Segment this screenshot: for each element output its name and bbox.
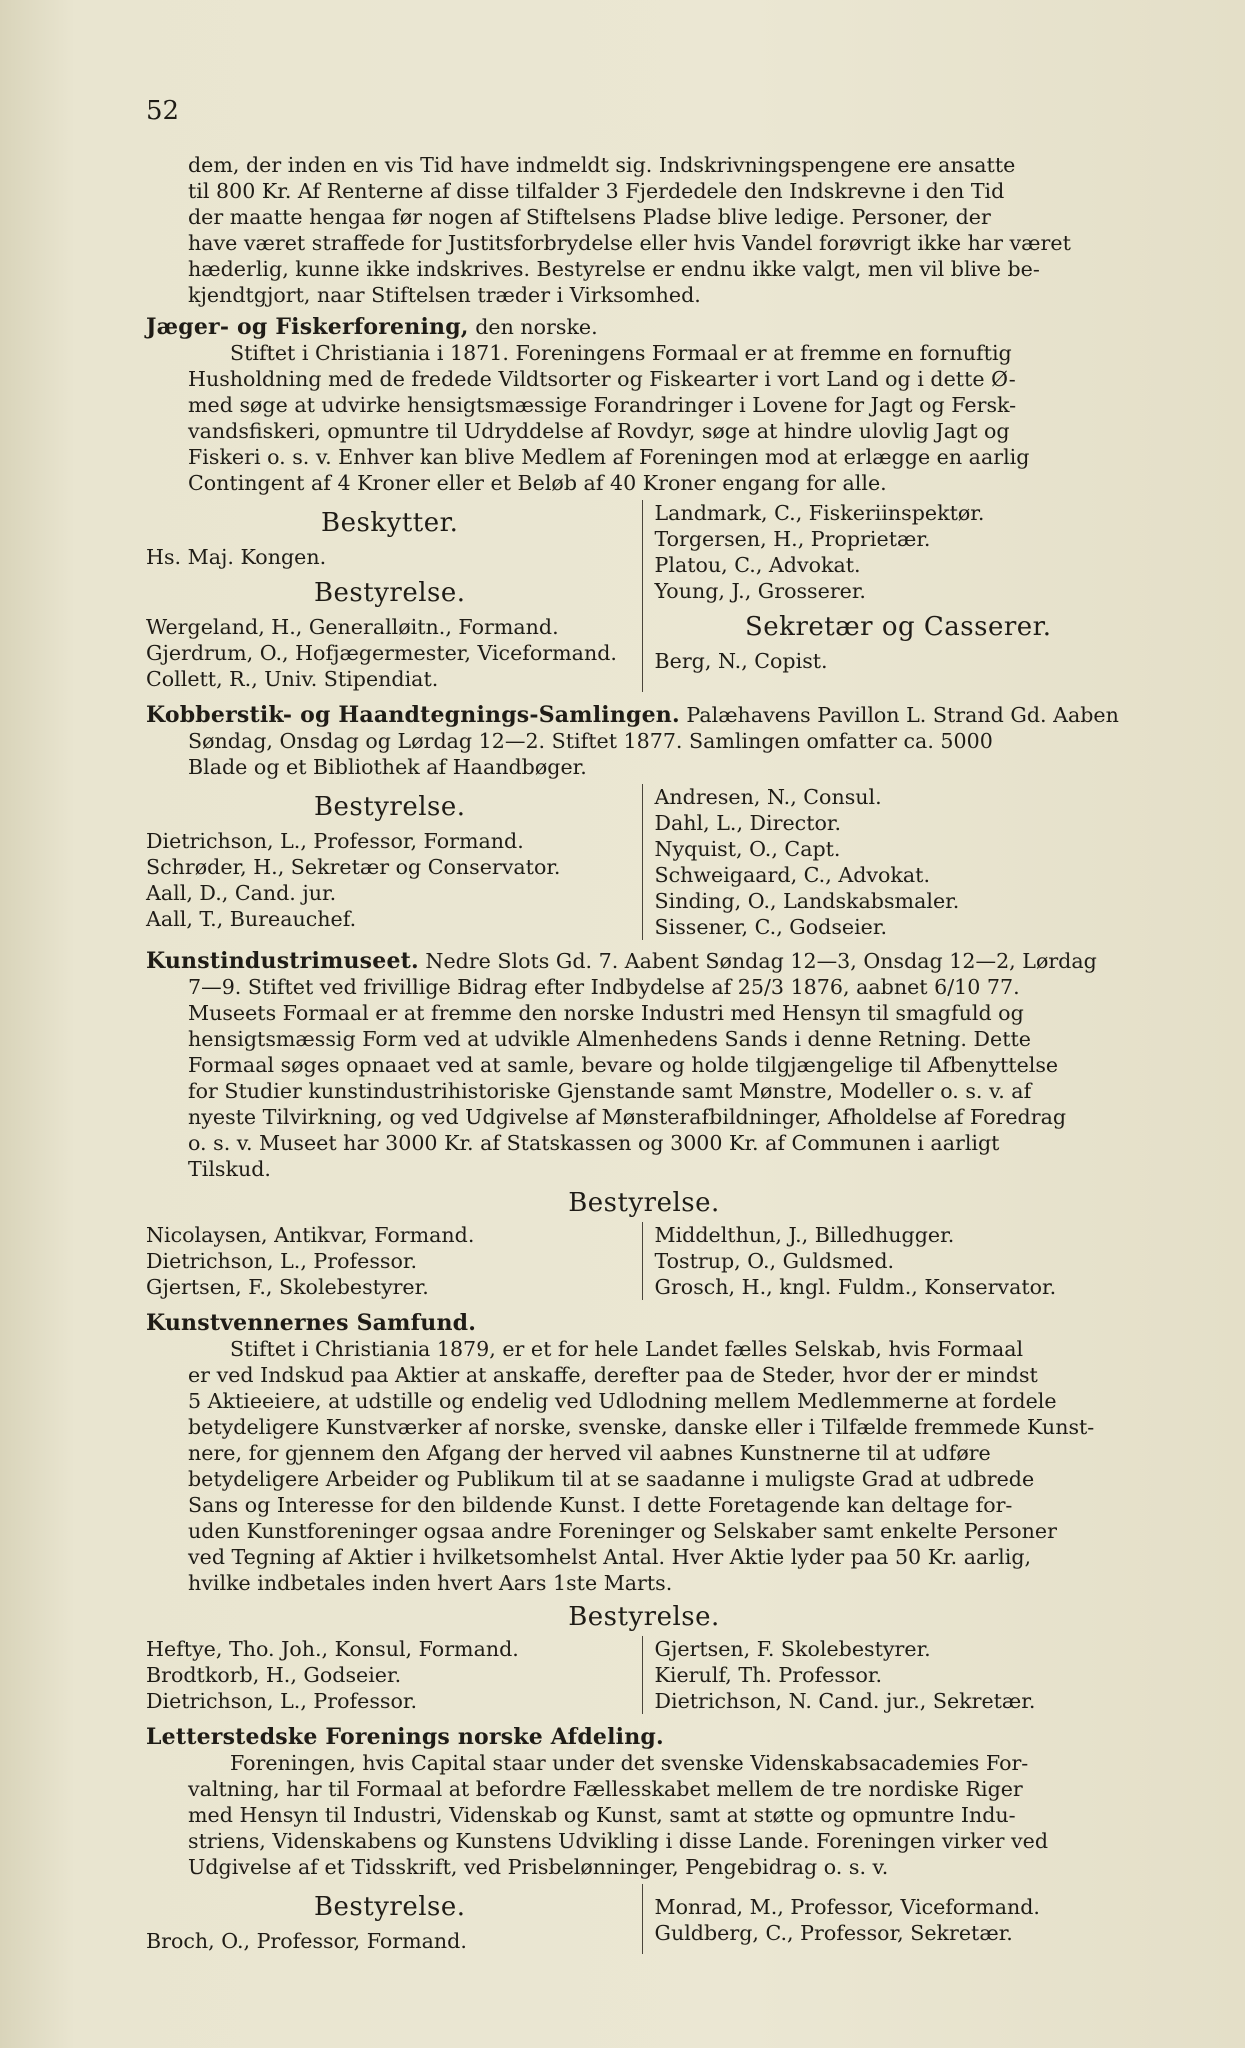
section-title: Bestyrelse.	[313, 792, 466, 822]
board-right-column	[642, 784, 1143, 940]
board-member: Gjertsen, F., Skolebestyrer.	[146, 1275, 429, 1299]
text-line: dem, der inden en vis Tid have indmeldt sig. Indskrivningspengene ere ansatte	[188, 153, 1016, 177]
text-line: med Hensyn til Industri, Videnskab og Kunst, samt at støtte og opmuntre Indu-	[188, 1803, 1016, 1827]
board-member: Monrad, M., Professor, Viceformand.	[654, 1895, 1040, 1919]
entry-heading	[146, 314, 1142, 340]
intro-paragraph	[146, 152, 1142, 308]
entry-heading	[146, 1724, 1142, 1750]
board-member: Schrøder, H., Sekretær og Conservator.	[146, 855, 561, 879]
page-number: 52	[146, 96, 180, 126]
entry-heading	[146, 948, 1142, 974]
section-title: Bestyrelse.	[568, 1188, 720, 1218]
board-member: Wergeland, H., Generalløitn., Formand.	[146, 615, 559, 639]
text-line: Tilskud.	[188, 1157, 271, 1181]
board-right-column	[642, 500, 1143, 692]
text-line: nyeste Tilvirkning, og ved Udgivelse af Mønsterafbildninger, Afholdelse af Foredrag	[188, 1105, 1067, 1129]
entry-body	[146, 728, 1142, 780]
text-line: Fiskeri o. s. v. Enhver kan blive Medlem af Foreningen mod at erlægge en aarlig	[188, 445, 1030, 469]
text-line: hensigtsmæssig Form ved at udvikle Almenhedens Sands i denne Retning. Dette	[188, 1027, 1031, 1051]
board-member: Kierulf, Th. Professor.	[654, 1663, 882, 1687]
board-member: Aall, T., Bureauchef.	[146, 907, 357, 931]
entry-title-rest: Nedre Slots Gd. 7. Aabent Søndag 12—3, Onsdag 12—2, Lørdag	[418, 949, 1097, 973]
board-member: Platou, C., Advokat.	[654, 553, 861, 577]
text-line: Museets Formaal er at fremme den norske Industri med Hensyn til smagfuld og	[188, 1001, 1024, 1025]
entry-kobberstik	[146, 702, 1142, 940]
text-line: Blade og et Bibliothek af Haandbøger.	[188, 755, 587, 779]
board-left-column	[146, 1222, 642, 1300]
board-member: Schweigaard, C., Advokat.	[654, 863, 930, 887]
text-line: hæderlig, kunne ikke indskrives. Bestyrelse er endnu ikke valgt, men vil blive be-	[188, 257, 1040, 281]
board-member: Aall, D., Cand. jur.	[146, 881, 337, 905]
protector-name: Hs. Maj. Kongen.	[146, 545, 327, 569]
section-title: Bestyrelse.	[313, 578, 466, 608]
board-member: Sinding, O., Landskabsmaler.	[654, 889, 960, 913]
board-member: Dietrichson, L., Professor.	[146, 1249, 417, 1273]
text-line: 5 Aktieeiere, at udstille og endelig ved Udlodning mellem Medlemmerne at fordele	[188, 1389, 1057, 1413]
board-member: Middelthun, J., Billedhugger.	[654, 1223, 955, 1247]
entry-letterstedske-forening	[146, 1724, 1142, 1954]
entry-jaeger	[146, 314, 1142, 692]
entry-title: Kunstvennernes Samfund.	[146, 1310, 477, 1336]
board-right-column	[642, 1884, 1143, 1954]
board-left-column	[146, 784, 642, 940]
text-line: o. s. v. Museet har 3000 Kr. af Statskassen og 3000 Kr. af Communen i aarligt	[188, 1131, 1000, 1155]
board-left-column	[146, 500, 642, 692]
text-line: 7—9. Stiftet ved frivillige Bidrag efter Indbydelse af 25/3 1876, aabnet 6/10 77.	[188, 975, 1020, 999]
section-title: Beskytter.	[321, 508, 459, 538]
text-line: er ved Indskud paa Aktier at anskaffe, derefter paa de Steder, hvor der er mindst	[188, 1363, 1038, 1387]
board-member: Andresen, N., Consul.	[654, 785, 882, 809]
board-columns	[146, 500, 1142, 692]
board-member: Gjertsen, F. Skolebestyrer.	[654, 1637, 931, 1661]
board-member: Tostrup, O., Guldsmed.	[654, 1249, 895, 1273]
board-member: Gjerdrum, O., Hofjægermester, Viceformand.	[146, 641, 617, 665]
text-line: striens, Videnskabens og Kunstens Udvikling i disse Lande. Foreningen virker ved	[188, 1829, 1049, 1853]
entry-kunstindustrimuseet	[146, 948, 1142, 1300]
section-title: Bestyrelse.	[313, 1892, 466, 1922]
text-line: valtning, har til Formaal at befordre Fællesskabet mellem de tre nordiske Riger	[188, 1777, 1023, 1801]
text-line: betydeligere Kunstværker af norske, svenske, danske eller i Tilfælde fremmede Kunst-	[188, 1415, 1095, 1439]
board-member: Brodtkorb, H., Godseier.	[146, 1663, 402, 1687]
entry-heading	[146, 702, 1142, 728]
board-member: Guldberg, C., Professor, Sekretær.	[654, 1921, 1013, 1945]
board-columns	[146, 784, 1142, 940]
text-line: Husholdning med de fredede Vildtsorter og Fiskearter i vort Land og i dette Ø-	[188, 367, 1016, 391]
board-member: Nyquist, O., Capt.	[654, 837, 841, 861]
text-line: betydeligere Arbeider og Publikum til at se saadanne i muligste Grad at udbrede	[188, 1467, 1035, 1491]
text-line: Udgivelse af et Tidsskrift, ved Prisbelønninger, Pengebidrag o. s. v.	[188, 1855, 889, 1879]
text-line: Stiftet i Christiania 1879, er et for hele Landet fælles Selskab, hvis Formaal	[230, 1337, 1024, 1361]
entry-body	[146, 1336, 1142, 1596]
entry-body	[146, 340, 1142, 496]
text-line: kjendtgjort, naar Stiftelsen træder i Virksomhed.	[188, 283, 701, 307]
board-right-column	[642, 1222, 1143, 1300]
board-member: Torgersen, H., Proprietær.	[654, 527, 931, 551]
board-member: Dietrichson, L., Professor, Formand.	[146, 829, 524, 853]
entry-title-rest: den norske.	[468, 315, 598, 339]
text-line: vandsfiskeri, opmuntre til Udryddelse af Rovdyr, søge at hindre ulovlig Jagt og	[188, 419, 1010, 443]
text-line: Stiftet i Christiania i 1871. Foreningens Formaal er at fremme en fornuftig	[230, 341, 1012, 365]
text-line: Foreningen, hvis Capital staar under det svenske Videnskabsacademies For-	[230, 1751, 1029, 1775]
board-member: Broch, O., Professor, Formand.	[146, 1929, 467, 1953]
entry-heading	[146, 1310, 1142, 1336]
text-line: nere, for gjennem den Afgang der herved vil aabnes Kunstnerne til at udføre	[188, 1441, 991, 1465]
board-member: Landmark, C., Fiskeriinspektør.	[654, 501, 985, 525]
entry-title: Kunstindustrimuseet.	[146, 948, 419, 974]
board-member: Collett, R., Univ. Stipendiat.	[146, 667, 439, 691]
text-line: med søge at udvirke hensigtsmæssige Forandringer i Lovene for Jagt og Fersk-	[188, 393, 1017, 417]
board-member: Sissener, C., Godseier.	[654, 915, 887, 939]
board-columns	[146, 1636, 1142, 1714]
entry-title: Letterstedske Forenings norske Afdeling.	[146, 1724, 664, 1750]
text-line: ved Tegning af Aktier i hvilketsomhelst Antal. Hver Aktie lyder paa 50 Kr. aarlig,	[188, 1545, 1032, 1569]
board-member: Young, J., Grosserer.	[654, 579, 866, 603]
text-line: have været straffede for Justitsforbrydelse eller hvis Vandel forøvrigt ikke har været	[188, 231, 1071, 255]
board-left-column	[146, 1636, 642, 1714]
board-member: Heftye, Tho. Joh., Konsul, Formand.	[146, 1637, 519, 1661]
entry-kunstvennernes-samfund	[146, 1310, 1142, 1714]
page-content	[146, 152, 1142, 1954]
board-left-column	[146, 1884, 642, 1954]
text-line: Søndag, Onsdag og Lørdag 12—2. Stiftet 1877. Samlingen omfatter ca. 5000	[188, 729, 993, 753]
board-columns	[146, 1884, 1142, 1954]
board-member: Dahl, L., Director.	[654, 811, 842, 835]
text-line: Sans og Interesse for den bildende Kunst. I dette Foretagende kan deltage for-	[188, 1493, 1013, 1517]
text-line: Contingent af 4 Kroner eller et Beløb af 40 Kroner engang for alle.	[188, 471, 887, 495]
board-member: Dietrichson, L., Professor.	[146, 1689, 417, 1713]
text-line: Formaal søges opnaaet ved at samle, bevare og holde tilgjængelige til Afbenyttelse	[188, 1053, 1059, 1077]
entry-title-rest: Palæhavens Pavillon L. Strand Gd. Aaben	[679, 703, 1119, 727]
entry-title: Jæger- og Fiskerforening,	[146, 314, 469, 340]
board-member: Nicolaysen, Antikvar, Formand.	[146, 1223, 475, 1247]
entry-body	[146, 1750, 1142, 1880]
text-line: til 800 Kr. Af Renterne af disse tilfalder 3 Fjerdedele den Indskrevne i den Tid	[188, 179, 1005, 203]
board-member: Grosch, H., kngl. Fuldm., Konservator.	[654, 1275, 1057, 1299]
text-line: uden Kunstforeninger ogsaa andre Foreninger og Selskaber samt enkelte Personer	[188, 1519, 1057, 1543]
text-line: for Studier kunstindustrihistoriske Gjenstande samt Mønstre, Modeller o. s. v. af	[188, 1079, 1032, 1103]
text-line: der maatte hengaa før nogen af Stiftelsens Pladse blive ledige. Personer, der	[188, 205, 991, 229]
section-title: Sekretær og Casserer.	[744, 612, 1052, 642]
entry-body	[146, 974, 1142, 1182]
section-title: Bestyrelse.	[568, 1602, 720, 1632]
board-member: Berg, N., Copist.	[654, 649, 828, 673]
entry-title: Kobberstik- og Haandtegnings-Samlingen.	[146, 702, 680, 728]
text-line: hvilke indbetales inden hvert Aars 1ste Marts.	[188, 1571, 673, 1595]
board-right-column	[642, 1636, 1143, 1714]
board-columns	[146, 1222, 1142, 1300]
board-member: Dietrichson, N. Cand. jur., Sekretær.	[654, 1689, 1036, 1713]
